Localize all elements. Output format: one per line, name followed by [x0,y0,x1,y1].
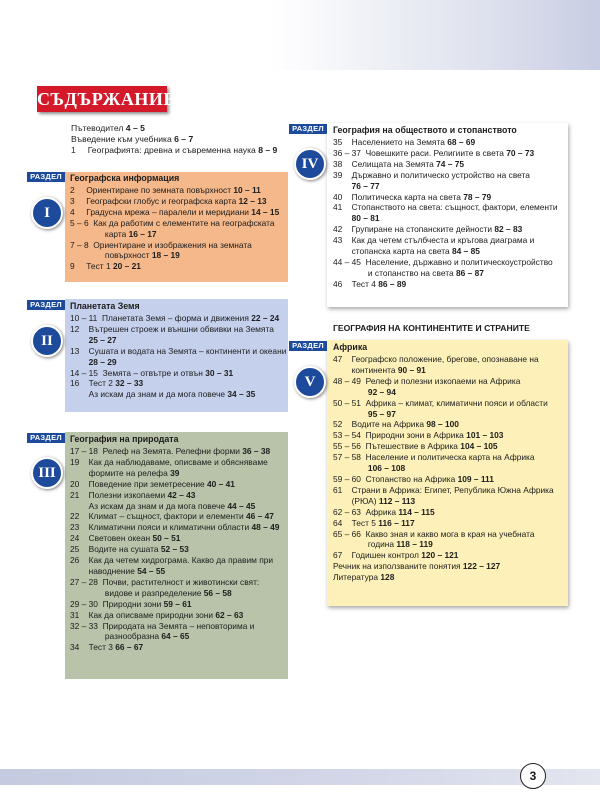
section-label: РАЗДЕЛ [289,124,327,134]
section-label: РАЗДЕЛ [27,300,65,310]
toc-entry-pages: 120 – 121 [421,550,459,561]
toc-entry[interactable] [333,246,558,257]
section-3-title: География на природата [70,434,179,444]
section-4-lines [333,137,558,290]
toc-entry-text: 27 – 28 Почви, растителност и животински свят: [70,576,260,587]
toc-entry[interactable] [333,224,558,235]
toc-entry-text: 25 Водите на сушата [70,544,161,555]
toc-entry[interactable] [70,250,279,261]
toc-entry-pages: 86 – 87 [455,267,484,278]
toc-entry[interactable] [333,181,558,192]
section-3-lines [70,446,279,653]
toc-entry[interactable] [70,261,279,272]
toc-entry[interactable] [333,572,554,583]
toc-entry[interactable] [333,441,554,452]
section-4-title: География на обществото и стопанството [333,125,517,135]
toc-entry-pages: 39 [170,467,180,478]
toc-entry-pages: 14 – 15 [251,206,280,217]
toc-entry-text: 38 Селищата на Земята [333,158,437,169]
toc-entry-text: 62 – 63 Африка [333,506,399,517]
section-4-badge: IV [294,148,326,180]
toc-entry-text: 5 – 6 Как да работим с елементите на географската [70,217,275,228]
toc-entry[interactable] [70,599,279,610]
section-label: РАЗДЕЛ [289,341,327,351]
toc-entry[interactable] [333,529,554,540]
section-5-lines [333,354,554,583]
toc-entry-text: 50 – 51 Африка – климат, климатични пояси и области [333,397,548,408]
toc-entry[interactable] [333,485,554,496]
toc-entry-text: 59 – 60 Стопанство на Африка [333,473,458,484]
toc-entry-pages: 54 – 55 [137,565,166,576]
toc-entry-text: 43 Как да четем стълбчеста и кръгова диаграма и [333,235,535,246]
toc-entry[interactable] [333,235,558,246]
toc-entry[interactable] [333,474,554,485]
toc-entry-text: 3 Географски глобус и географска карта [70,195,239,206]
toc-entry-pages: 56 – 58 [203,587,232,598]
toc-entry-text: 61 Страни в Африка: Египет, Република Южна Африка [333,484,554,495]
section-1-badge: I [31,197,63,229]
toc-entry-text: 44 – 45 Население, държавно и политическоустройство [333,256,553,267]
toc-entry-text: 39 Държавно и политическо устройство на света [333,169,530,180]
continents-heading: ГЕОГРАФИЯ НА КОНТИНЕНТИТЕ И СТРАНИТЕ [333,323,530,333]
toc-entry[interactable] [70,229,279,240]
toc-entry[interactable] [333,387,554,398]
toc-entry-text [333,387,368,397]
toc-entry[interactable] [333,419,554,430]
toc-entry-pages: 76 – 77 [351,180,380,191]
toc-entry[interactable] [70,378,286,389]
toc-entry-text: 67 Годишен контрол [333,550,422,561]
toc-entry-text: повърхност [70,250,152,261]
toc-entry[interactable] [70,357,286,368]
toc-entry[interactable] [70,555,279,566]
toc-entry[interactable] [333,148,558,159]
toc-entry-text: 20 Поведение при земетресение [70,478,207,489]
toc-entry[interactable] [333,430,554,441]
toc-entry-pages: 52 – 53 [160,544,189,555]
toc-entry-text: 2 Ориентиране по земната повърхност [70,185,234,195]
toc-entry-text: 4 Градусна мрежа – паралели и меридиани [70,206,252,217]
toc-entry[interactable] [70,218,279,229]
toc-entry-pages: 112 – 113 [378,495,416,506]
toc-entry-text: карта [70,228,129,239]
toc-entry[interactable] [333,463,554,474]
toc-entry-pages: 68 – 69 [447,137,476,147]
intro-item[interactable]: Пътеводител 4 – 5 [71,123,145,133]
toc-entry-text: 53 – 54 Природни зони в Африка [333,430,467,441]
toc-entry[interactable] [70,577,279,588]
toc-entry-pages: 50 – 51 [152,533,181,544]
section-3-badge: III [31,457,63,489]
toc-entry-pages: 28 – 29 [88,356,117,367]
section-5-badge: V [294,366,326,398]
toc-entry-text [333,181,352,191]
toc-entry[interactable] [70,610,279,621]
section-2-title: Планетата Земя [70,301,140,311]
toc-entry[interactable] [70,533,279,544]
toc-entry-text: 23 Климатични пояси и климатични области [70,522,252,533]
toc-entry-text: 35 Населението на Земята [333,137,448,147]
intro-item[interactable]: Въведение към учебника 6 – 7 [71,134,194,144]
toc-entry-pages: 20 – 21 [112,261,141,272]
toc-entry[interactable] [333,159,558,170]
toc-entry-pages: 95 – 97 [367,408,396,419]
toc-entry-text: 47 Географско положение, брегове, опознаване на [333,354,539,364]
toc-entry-text: 14 – 15 Земята – отвътре и отвън [70,367,206,378]
toc-entry-text: 10 – 11 Планетата Земя – форма и движения [70,313,252,323]
toc-entry-text [333,213,352,223]
toc-entry[interactable] [70,196,279,207]
toc-entry[interactable] [333,202,558,213]
toc-entry[interactable] [70,479,279,490]
bottom-decor-band [0,769,600,785]
toc-entry-pages: 128 [380,572,395,583]
toc-entry-text: 9 Тест 1 [70,261,113,272]
toc-entry-text: наводнение [70,565,138,576]
toc-entry-text: стопанска карта на света [333,246,453,257]
toc-entry-pages: 74 – 75 [436,158,465,169]
toc-entry-pages: 82 – 83 [494,224,523,235]
toc-entry[interactable] [70,566,279,577]
toc-entry-text: 52 Водите на Африка [333,419,427,430]
toc-entry-pages: 16 – 17 [128,228,157,239]
section-label: РАЗДЕЛ [27,172,65,182]
toc-entry[interactable] [70,207,279,218]
toc-entry-text: 22 Климат – същност, фактори и елементи [70,511,246,522]
toc-entry[interactable] [70,621,279,632]
toc-entry[interactable] [333,365,554,376]
toc-entry-text: година [333,539,397,550]
toc-entry-pages: 32 – 33 [115,378,144,389]
toc-entry-text: 40 Политическа карта на света [333,191,464,202]
top-decor-band [0,0,600,70]
toc-entry-text: 17 – 18 Релеф на Земята. Релефни форми [70,446,243,456]
toc-entry[interactable] [333,354,554,365]
toc-entry-pages: 12 – 13 [238,195,267,206]
section-1-title: Географска информация [70,173,180,183]
toc-entry-pages: 66 – 67 [115,642,144,653]
toc-entry-pages: 22 – 24 [251,313,280,323]
toc-entry-pages: 59 – 61 [163,598,192,609]
toc-entry[interactable] [333,376,554,387]
toc-entry-text: 16 Тест 2 [70,378,116,389]
toc-entry[interactable] [70,389,286,400]
toc-entry[interactable] [70,335,286,346]
toc-entry-pages: 44 – 45 [227,500,256,511]
toc-entry-text [70,335,89,345]
toc-entry[interactable] [70,544,279,555]
toc-entry-text: формите на релефа [70,467,171,478]
toc-entry-text: 21 Полезни изкопаеми [70,489,168,500]
toc-entry-text [333,409,368,419]
toc-entry-pages: 86 – 89 [378,278,407,289]
toc-entry-pages: 118 – 119 [396,539,433,550]
section-2-lines [70,313,286,400]
toc-entry-pages: 101 – 103 [466,430,504,441]
toc-entry[interactable] [333,170,558,181]
toc-entry[interactable] [333,398,554,409]
toc-entry-pages: 80 – 81 [351,213,380,224]
toc-entry-pages: 114 – 115 [398,506,435,517]
toc-entry-pages: 90 – 91 [397,364,426,375]
toc-entry-text: 32 – 33 Природата на Земята – неповторима и [70,620,255,631]
toc-entry-text: 29 – 30 Природни зони [70,598,164,609]
toc-entry-pages: 92 – 94 [367,386,396,397]
toc-entry-text: 41 Стопанството на света: същност, фактори, елементи [333,202,558,213]
toc-entry[interactable] [70,185,279,196]
toc-entry-text: 19 Как да наблюдаваме, описваме и обясняваме [70,456,268,467]
toc-entry[interactable] [70,324,286,335]
toc-entry-text: 7 – 8 Ориентиране и изображения на земната [70,239,252,250]
toc-entry-text: 26 Как да четем хидрограма. Какво да правим при [70,555,274,566]
toc-entry[interactable] [333,550,554,561]
toc-entry-text: континента [333,364,398,375]
toc-entry[interactable] [333,279,558,290]
toc-entry-pages: 104 – 105 [460,441,498,452]
toc-entry[interactable] [333,496,554,507]
section-1-lines [70,185,279,272]
toc-entry[interactable] [70,446,279,457]
toc-entry-pages: 36 – 38 [242,446,271,456]
toc-entry-text: 12 Вътрешен строеж и външни обвивки на Земята [70,323,274,334]
toc-entry-text: 34 Тест 3 [70,642,116,653]
toc-entry-pages: 34 – 35 [227,389,256,400]
toc-entry-pages: 109 – 111 [457,473,494,484]
toc-entry-text: 42 Групиране на стопанските дейности [333,224,495,235]
toc-entry[interactable] [70,468,279,479]
page-title: СЪДЪРЖАНИЕ [37,86,167,112]
toc-entry[interactable] [70,457,279,468]
toc-entry[interactable] [333,257,558,268]
toc-entry[interactable] [70,368,286,379]
toc-entry-text: 13 Сушата и водата на Земята – континенти и океани [70,345,287,356]
toc-entry-pages: 84 – 85 [452,246,480,257]
toc-entry-pages: 25 – 27 [88,334,117,345]
toc-entry[interactable] [333,561,554,572]
toc-entry-pages: 42 – 43 [167,489,196,500]
toc-entry-text: и стопанство на света [333,267,456,278]
toc-entry-text: 55 – 56 Пътешествие в Африка [333,441,461,452]
toc-entry[interactable] [70,522,279,533]
section-2-badge: II [31,325,63,357]
toc-entry[interactable] [70,313,286,324]
toc-entry-text: 57 – 58 Население и политическа карта на Африка [333,452,535,463]
toc-entry-pages: 70 – 73 [506,147,535,158]
toc-entry[interactable] [70,240,279,251]
toc-entry[interactable] [333,192,558,203]
toc-entry-text: Речник на използваните понятия [333,561,463,572]
toc-entry-text: 48 – 49 Релеф и полезни изкопаеми на Африка [333,375,521,386]
toc-entry[interactable] [333,539,554,550]
section-label: РАЗДЕЛ [27,433,65,443]
toc-entry-text: 64 Тест 5 [333,517,379,528]
toc-entry-text: (РЮА) [333,495,379,506]
toc-entry-text: 24 Световен океан [70,533,153,544]
toc-entry-pages: 10 – 11 [233,185,261,195]
toc-entry[interactable] [70,346,286,357]
toc-entry-text [70,357,89,367]
toc-entry[interactable] [333,213,558,224]
toc-entry[interactable] [333,507,554,518]
intro-list [71,123,277,156]
intro-item[interactable]: 1 Географията: древна и съвременна наука 8 – 9 [71,145,278,155]
toc-entry-pages: 62 – 63 [215,609,244,620]
toc-entry-text: видове и разпределение [70,587,204,598]
toc-entry[interactable] [333,137,558,148]
toc-entry-text: 31 Как да описваме природни зони [70,609,216,620]
toc-entry-text: Литература [333,572,381,583]
toc-entry-text [333,463,368,473]
toc-entry-text: 36 – 37 Човешките раси. Религиите в света [333,147,507,158]
page-number: 3 [520,763,546,789]
toc-entry-pages: 122 – 127 [462,561,501,572]
toc-entry[interactable] [333,268,558,279]
toc-entry-pages: 106 – 108 [367,463,406,474]
toc-entry-pages: 98 – 100 [426,419,459,430]
toc-entry-text: Аз искам да знам и да мога повече [70,389,228,400]
toc-entry[interactable] [70,511,279,522]
toc-entry[interactable] [333,409,554,420]
toc-entry[interactable] [333,452,554,463]
toc-entry-text: 65 – 66 Какво зная и какво мога в края на учебната [333,528,535,539]
toc-entry-pages: 40 – 41 [206,478,235,489]
toc-entry-pages: 48 – 49 [251,522,280,533]
toc-entry[interactable] [70,642,279,653]
toc-entry[interactable] [70,490,279,501]
toc-entry-text: 46 Тест 4 [333,278,379,289]
toc-entry[interactable] [333,518,554,529]
toc-entry-text: разнообразна [70,631,162,642]
toc-entry-pages: 116 – 117 [378,517,415,528]
toc-entry[interactable] [70,501,279,512]
toc-entry[interactable] [70,631,279,642]
toc-entry[interactable] [70,588,279,599]
toc-entry-pages: 46 – 47 [245,511,274,522]
section-5-title: Африка [333,342,368,352]
toc-entry-pages: 64 – 65 [161,631,190,642]
toc-entry-pages: 18 – 19 [151,250,180,261]
toc-entry-pages: 78 – 79 [463,191,492,202]
toc-entry-text: Аз искам да знам и да мога повече [70,500,228,511]
toc-entry-pages: 30 – 31 [205,367,234,378]
